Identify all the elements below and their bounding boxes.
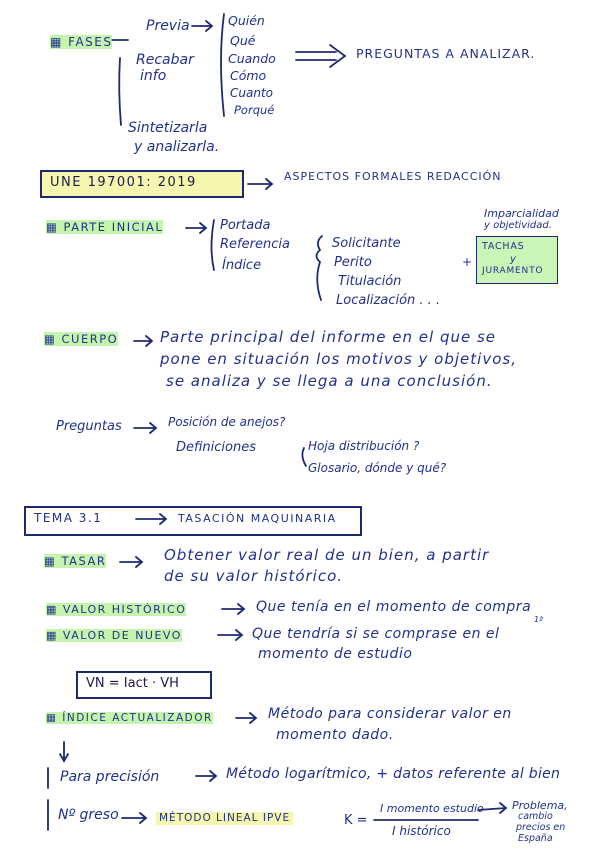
question-porque: Porqué bbox=[234, 103, 275, 117]
preguntas-label: Preguntas bbox=[56, 419, 122, 434]
fases-analizarla: y analizarla. bbox=[134, 139, 220, 155]
cuerpo-line-1: Parte principal del informe en el que se bbox=[160, 328, 497, 346]
valor-nuevo-line-2: momento de estudio bbox=[258, 646, 413, 662]
k-denominator: I histórico bbox=[392, 824, 451, 838]
valor-historico-sup: 1ª bbox=[534, 615, 543, 624]
precision-label: Para precisión bbox=[60, 769, 160, 785]
hoja-distribucion: Hoja distribución ? bbox=[308, 439, 420, 453]
tachas-y: y bbox=[510, 254, 516, 265]
cuerpo-line-2: pone en situación los motivos y objetivos, bbox=[160, 350, 517, 368]
preguntas-analizar: PREGUNTAS A ANALIZAR. bbox=[356, 46, 536, 61]
question-cuanto: Cuanto bbox=[230, 86, 273, 100]
tema-label: TEMA 3.1 bbox=[34, 511, 103, 525]
note-precios: precios en bbox=[516, 822, 566, 833]
parte-referencia: Referencia bbox=[220, 237, 290, 252]
cuerpo-heading: ▦ CUERPO bbox=[44, 332, 119, 346]
k-label: K = bbox=[344, 813, 368, 828]
valor-historico-heading: ▦ VALOR HISTÓRICO bbox=[46, 603, 187, 616]
tasar-line-2: de su valor histórico. bbox=[164, 567, 344, 585]
plus-sign: + bbox=[462, 255, 473, 269]
precision-text: Método logarítmico, + datos referente al bien bbox=[226, 766, 561, 782]
n-greso-label: Nº greso bbox=[58, 807, 119, 823]
fases-recabar: Recabar bbox=[136, 52, 194, 68]
fases-previa: Previa bbox=[146, 18, 190, 34]
sub-solicitante: Solicitante bbox=[332, 236, 401, 251]
question-cuando: Cuando bbox=[228, 51, 276, 66]
k-numerator: I momento estudio bbox=[380, 802, 484, 815]
parte-inicial-heading: ▦ PARTE INICIAL bbox=[46, 220, 164, 234]
fases-info: info bbox=[140, 68, 167, 84]
sub-titulacion: Titulación bbox=[338, 274, 402, 289]
question-quien: Quién bbox=[228, 13, 265, 28]
valor-nuevo-line-1: Que tendría si se comprase en el bbox=[252, 626, 500, 642]
question-que: Qué bbox=[230, 33, 256, 48]
une-aspects: ASPECTOS FORMALES REDACCIÓN bbox=[284, 170, 502, 183]
indice-line-1: Método para considerar valor en bbox=[268, 706, 512, 722]
parte-indice: Índice bbox=[222, 258, 262, 273]
une-norm: UNE 197001: 2019 bbox=[50, 175, 197, 190]
metodo-lineal: MÉTODO LINEAL IPVE bbox=[156, 812, 293, 825]
glosario: Glosario, dónde y qué? bbox=[308, 461, 447, 475]
sub-localizacion: Localización . . . bbox=[336, 293, 441, 308]
indice-line-2: momento dado. bbox=[276, 727, 394, 743]
posicion-anejos: Posición de anejos? bbox=[168, 415, 286, 429]
objetividad: y objetividad. bbox=[484, 220, 552, 231]
valor-historico-text: Que tenía en el momento de compra bbox=[256, 599, 532, 615]
sub-perito: Perito bbox=[334, 255, 372, 270]
note-problema: Problema, bbox=[512, 799, 568, 812]
parte-portada: Portada bbox=[220, 218, 271, 233]
imparcialidad: Imparcialidad bbox=[484, 207, 559, 220]
question-como: Cómo bbox=[230, 68, 267, 83]
note-cambio: cambio bbox=[518, 811, 553, 822]
tachas-text: TACHAS bbox=[482, 241, 525, 252]
tema-title: TASACIÓN MAQUINARIA bbox=[178, 512, 337, 525]
formula: VN = Iact · VH bbox=[86, 676, 179, 691]
note-espana: España bbox=[518, 833, 553, 844]
indice-heading: ▦ ÍNDICE ACTUALIZADOR bbox=[46, 712, 213, 724]
tasar-heading: ▦ TASAR bbox=[44, 554, 107, 568]
cuerpo-line-3: se analiza y se llega a una conclusión. bbox=[166, 372, 493, 390]
valor-nuevo-heading: ▦ VALOR DE NUEVO bbox=[46, 629, 182, 642]
definiciones: Definiciones bbox=[176, 440, 256, 455]
fases-heading: ▦ FASES bbox=[50, 35, 113, 49]
juramento-text: JURAMENTO bbox=[482, 266, 544, 276]
tasar-line-1: Obtener valor real de un bien, a partir bbox=[164, 546, 490, 564]
fases-sintetizarla: Sintetizarla bbox=[128, 120, 208, 136]
